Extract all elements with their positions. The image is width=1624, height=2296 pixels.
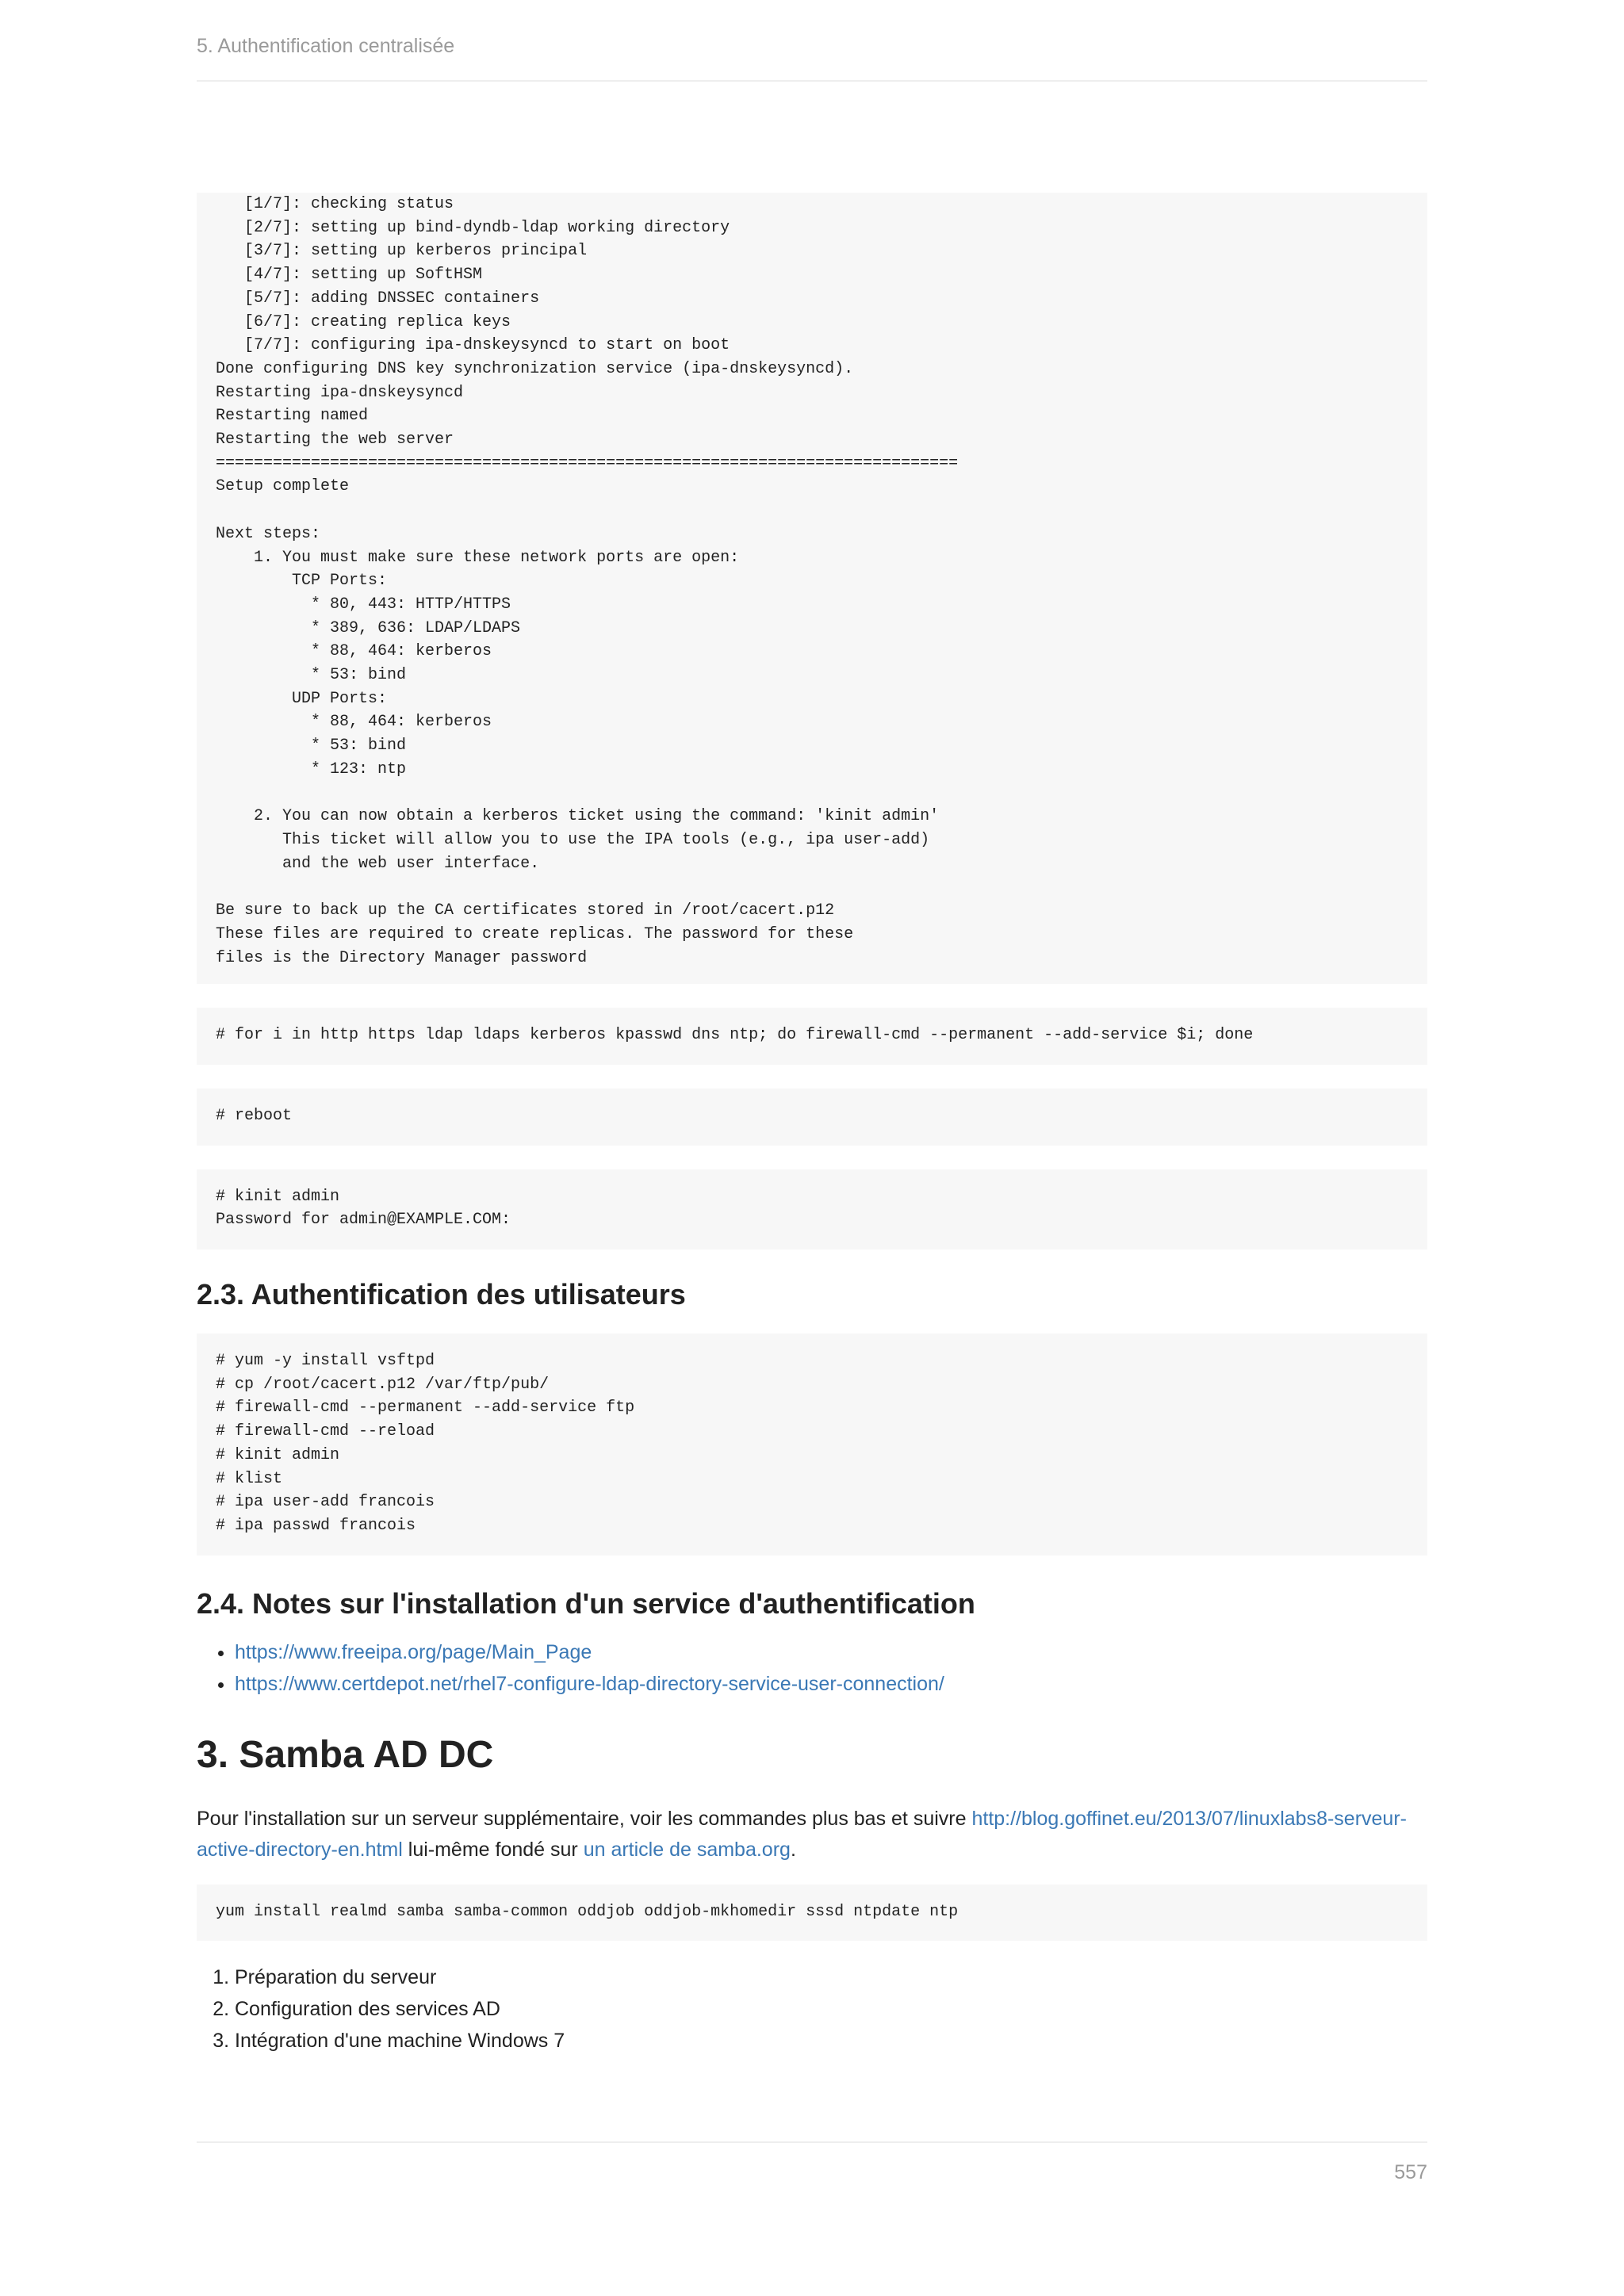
intro-text-start: Pour l'installation sur un serveur supplémentaire, voir les commandes plus bas et suivre [197,1807,972,1830]
section-heading-2-3: 2.3. Authentification des utilisateurs [197,1278,686,1311]
page-number: 557 [1394,2161,1427,2183]
chapter-heading-samba: 3. Samba AD DC [197,1733,494,1776]
link-goffinet-blog[interactable]: http://blog.goffinet.eu/2013/07/linuxlabs8-serveur-active-directory-en.html [197,1807,1407,1861]
code-block-firewall-loop: # for i in http https ldap ldaps kerberos kpasswd dns ntp; do firewall-cmd --permanent --add-service $i; done [197,1008,1427,1065]
link-certdepot[interactable]: https://www.certdepot.net/rhel7-configure-ldap-directory-service-user-connection/ [235,1672,944,1695]
running-header: 5. Authentification centralisée [197,35,455,57]
intro-text-end: . [790,1838,796,1861]
samba-intro-paragraph [197,1804,1427,1866]
list-item [235,1636,1427,1668]
link-samba-article[interactable]: un article de samba.org [583,1838,791,1861]
document-page [197,0,1427,2296]
intro-text-middle: lui-même fondé sur [402,1838,584,1861]
footer-divider [197,2141,1427,2143]
link-freeipa[interactable]: https://www.freeipa.org/page/Main_Page [235,1640,592,1663]
header-divider [197,80,1427,82]
section-heading-2-4: 2.4. Notes sur l'installation d'un service d'authentification [197,1586,975,1620]
code-block-user-auth-commands: # yum -y install vsftpd # cp /root/cacert.p12 /var/ftp/pub/ # firewall-cmd --permanent --add-service ftp # firewall-cmd --reload # kinit admin # klist # ipa user-add francois # ipa passwd francois [197,1334,1427,1556]
list-item: 1. Préparation du serveur [235,1961,1427,1993]
code-block-install-log: [1/7]: checking status [2/7]: setting up bind-dyndb-ldap working directory [3/7]: setting up kerberos principal [4/7]: setting up SoftHSM [5/7]: adding DNSSEC containers [6/7]: creating replica keys [7/7]: configuring ipa-dnskeysyncd to start on boot Done configuring DNS key synchronization service (ipa-dnskeysyncd). Restarting ipa-dnskeysyncd Restarting named Restarting the web server ============================================================================== Setup complete Next steps: 1. You must make sure these network ports are open: TCP Ports: * 80, 443: HTTP/HTTPS * 389, 636: LDAP/LDAPS * 88, 464: kerberos * 53: bind UDP Ports: * 88, 464: kerberos * 53: bind * 123: ntp 2. You can now obtain a kerberos ticket using the command: 'kinit admin' This ticket will allow you to use the IPA tools (e.g., ipa user-add) and the web user interface. Be sure to back up the CA certificates stored in /root/cacert.p12 These files are required to create replicas. The password for these files is the Directory Manager password [197,193,1427,984]
list-item: 3. Intégration d'une machine Windows 7 [235,2025,1427,2057]
list-item: 2. Configuration des services AD [235,1993,1427,2025]
samba-steps-list [197,1961,1427,2057]
page-content [197,193,1427,2057]
code-block-reboot: # reboot [197,1089,1427,1146]
code-block-kinit: # kinit admin Password for admin@EXAMPLE.COM: [197,1169,1427,1249]
list-item [235,1668,1427,1700]
code-block-samba-install: yum install realmd samba samba-common oddjob oddjob-mkhomedir sssd ntpdate ntp [197,1885,1427,1942]
reference-links-list [197,1636,1427,1700]
